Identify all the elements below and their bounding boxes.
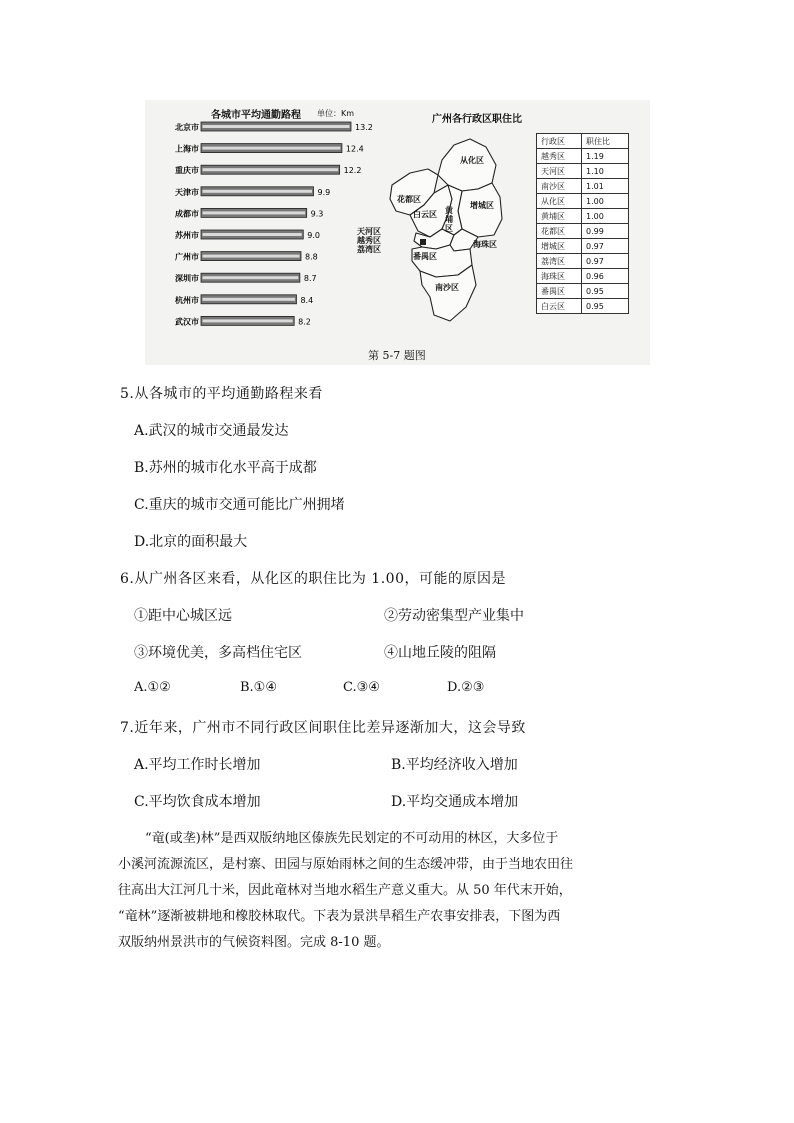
label-liwan: 荔湾区 [357,245,381,254]
header-district: 行政区 [537,134,582,149]
table-row [537,149,629,164]
conghua-region [438,139,496,191]
zengcheng-region [458,183,502,237]
figure-panel [145,100,650,365]
bar-highlight [203,233,302,236]
chart-unit: 单位：Km [317,109,355,118]
bar-highlight [203,276,299,279]
category-label: 北京市 [175,123,199,132]
label-haizhu: 海珠区 [473,240,497,249]
label-tianhe: 天河区 [357,227,381,236]
label-huadu: 花都区 [397,195,421,204]
district-cell: 荔湾区 [537,254,582,269]
table-row [537,209,629,224]
district-cell: 越秀区 [537,149,582,164]
q6-option-d: D.②③ [447,680,485,695]
q5-option-a: A.武汉的城市交通最发达 [134,423,289,439]
q6-item-3: ③环境优美，多高档住宅区 [134,645,302,661]
label-baiyun: 白云区 [413,210,437,219]
q7-option-b: B.平均经济收入增加 [391,757,518,773]
bar-highlight [203,147,341,150]
table-row [537,269,629,284]
bar-highlight [203,298,295,301]
district-cell: 天河区 [537,164,582,179]
q5-stem: 5.从各城市的平均通勤路程来看 [120,386,323,402]
district-cell: 白云区 [537,299,582,314]
label-conghua: 从化区 [460,156,484,165]
table-row [537,164,629,179]
district-cell: 增城区 [537,239,582,254]
chart-title: 各城市平均通勤路程 [211,110,301,121]
district-cell: 黄埔区 [537,209,582,224]
value-label: 8.4 [300,295,314,305]
ratio-cell: 0.97 [582,254,629,269]
bar-highlight [203,125,350,128]
bar-highlight [203,190,313,193]
value-label: 12.4 [345,144,364,154]
table-row [537,194,629,209]
map-title: 广州各行政区职住比 [432,114,522,125]
ratio-cell: 1.00 [582,209,629,224]
label-nansha: 南沙区 [435,283,459,292]
q6-item-1: ①距中心城区远 [134,608,232,624]
district-cell: 花都区 [537,224,582,239]
ratio-cell: 0.95 [582,284,629,299]
q7-stem: 7.近年来，广州市不同行政区间职住比差异逐渐加大，这会导致 [120,720,526,736]
table-row [537,239,629,254]
q5-option-c: C.重庆的城市交通可能比广州拥堵 [134,497,345,513]
value-label: 8.8 [305,252,318,262]
district-cell: 从化区 [537,194,582,209]
ratio-cell: 0.97 [582,239,629,254]
q7-option-d: D.平均交通成本增加 [391,794,519,810]
ratio-cell: 0.95 [582,299,629,314]
category-label: 广州市 [175,252,199,262]
q6-item-4: ④山地丘陵的阻隔 [384,645,496,661]
q6-option-a: A.①② [134,680,171,695]
category-label: 上海市 [175,144,199,154]
q7-option-c: C.平均饮食成本增加 [134,794,261,810]
ratio-cell: 0.96 [582,269,629,284]
q5-option-d: D.北京的面积最大 [134,534,248,550]
bar-highlight [203,319,293,322]
table-row [537,179,629,194]
highlight-marker [420,239,426,245]
table-row [537,284,629,299]
category-label: 深圳市 [175,274,199,284]
district-cell: 南沙区 [537,179,582,194]
table-row [537,299,629,314]
ratio-cell: 1.19 [582,149,629,164]
passage [118,826,658,956]
figure-caption: 第 5-7 题图 [368,349,426,362]
header-ratio: 职住比 [582,134,629,149]
value-label: 9.9 [317,187,331,197]
category-label: 杭州市 [175,295,199,305]
passage-line: 双版纳州景洪市的气候资料图。完成 8-10 题。 [118,935,390,950]
ratio-cell: 0.99 [582,224,629,239]
value-label: 9.3 [310,209,324,219]
category-label: 武汉市 [175,317,199,327]
passage-line: 小溪河流源流区，是村寨、田园与原始雨林之间的生态缓冲带，由于当地农田往 [118,857,574,872]
passage-line: “竜(或垄)林”是西双版纳地区傣族先民划定的不可动用的林区，大多位于 [145,831,559,846]
passage-line: “竜林”逐渐被耕地和橡胶林取代。下表为景洪旱稻生产农事安排表，下图为西 [118,909,561,924]
label-yuexiu: 越秀区 [357,236,381,245]
district-cell: 海珠区 [537,269,582,284]
category-label: 苏州市 [175,231,199,240]
passage-line: 往高出大江河几十米，因此竜林对当地水稻生产意义重大。从 50 年代末开始， [118,883,572,898]
bar-highlight [203,168,339,171]
category-label: 成都市 [175,209,199,219]
value-label: 13.2 [355,123,373,132]
ratio-table [536,133,629,314]
bar-highlight [203,211,306,214]
q6-stem: 6.从广州各区来看，从化区的职住比为 1.00，可能的原因是 [120,571,506,587]
ratio-cell: 1.10 [582,164,629,179]
q5-option-b: B.苏州的城市化水平高于成都 [134,460,317,476]
value-label: 12.2 [343,166,362,176]
bar-highlight [203,255,300,258]
q6-option-c: C.③④ [343,680,380,695]
label-zengcheng: 增城区 [470,201,494,210]
table-row [537,254,629,269]
label-panyu: 番禺区 [413,252,437,261]
value-label: 8.2 [298,317,311,327]
district-cell: 番禺区 [537,284,582,299]
q6-option-b: B.①④ [240,680,277,695]
category-label: 天津市 [175,187,199,197]
ratio-cell: 1.00 [582,194,629,209]
ratio-cell: 1.01 [582,179,629,194]
ratio-table-header [537,134,629,149]
category-label: 重庆市 [175,166,199,176]
value-label: 9.0 [307,231,321,240]
label-huangpu: 黄 埔 区 [445,206,453,233]
value-label: 8.7 [303,274,317,284]
q6-item-2: ②劳动密集型产业集中 [384,608,524,624]
q7-option-a: A.平均工作时长增加 [134,757,261,773]
table-row [537,224,629,239]
